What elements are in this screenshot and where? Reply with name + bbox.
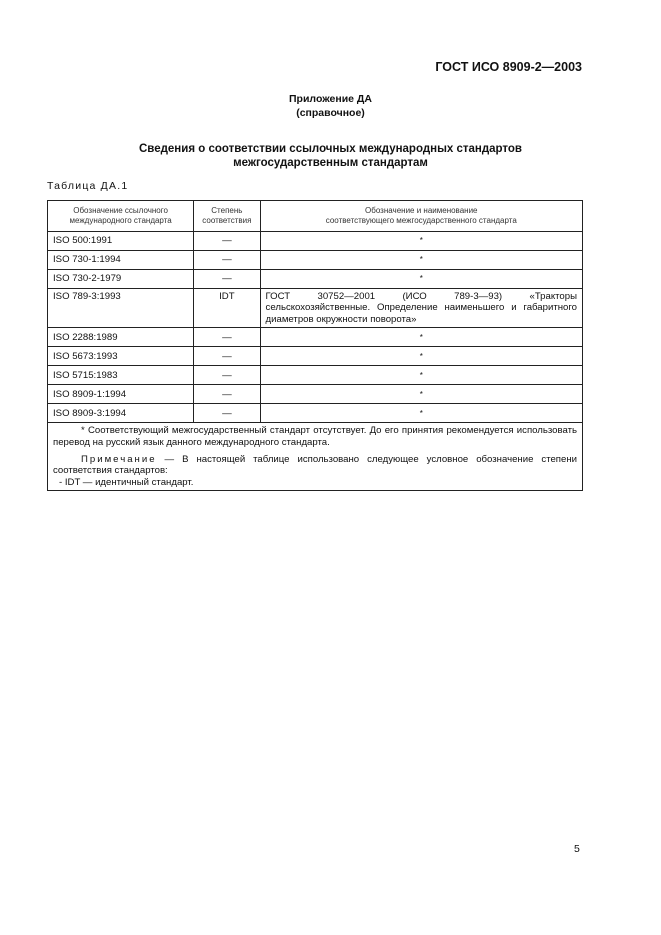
degree-cell: — xyxy=(194,328,260,347)
table-label: Таблица ДА.1 xyxy=(47,180,129,192)
table-row xyxy=(48,251,583,270)
header-degree xyxy=(194,201,260,232)
document-title-line1: Сведения о соответствии ссылочных международных стандартов xyxy=(138,143,522,155)
note-text: — В настоящей таблице использовано следующее условное обозначение степени соответствия стандартов: xyxy=(53,454,577,477)
ref-cell: ISO 789-3:1993 xyxy=(48,289,194,328)
table-row xyxy=(48,347,583,366)
national-cell: * xyxy=(260,328,582,347)
degree-cell: — xyxy=(194,366,260,385)
appendix-title: Приложение ДА xyxy=(289,93,372,105)
header-degree-line2: соответствия xyxy=(202,216,252,225)
ref-cell: ISO 8909-1:1994 xyxy=(48,385,194,404)
national-cell: * xyxy=(260,385,582,404)
ref-cell: ISO 730-2-1979 xyxy=(48,270,194,289)
degree-cell: — xyxy=(194,232,260,251)
note xyxy=(53,454,577,477)
degree-cell: — xyxy=(194,270,260,289)
national-cell: * xyxy=(260,251,582,270)
header-ref-line2: международного стандарта xyxy=(69,216,172,225)
national-cell: ГОСТ 30752—2001 (ИСО 789-3—93) «Тракторы сельскохозяйственные. Определение наименьшего и габаритного диаметров окружности поворота» xyxy=(260,289,582,328)
standard-number: ГОСТ ИСО 8909-2—2003 xyxy=(435,60,582,74)
notes-row xyxy=(48,423,583,491)
appendix-subtitle: (справочное) xyxy=(296,107,365,119)
footnote: * Соответствующий межгосударственный стандарт отсутствует. До его принятия рекомендуется использовать перевод на русский язык данного международного стандарта. xyxy=(53,425,577,448)
table-row xyxy=(48,289,583,328)
national-cell: * xyxy=(260,270,582,289)
table-row xyxy=(48,232,583,251)
header-ref-line1: Обозначение ссылочного xyxy=(73,206,168,215)
degree-cell: — xyxy=(194,347,260,366)
ref-cell: ISO 5673:1993 xyxy=(48,347,194,366)
ref-cell: ISO 730-1:1994 xyxy=(48,251,194,270)
degree-cell: — xyxy=(194,251,260,270)
document-title-line2: межгосударственным стандартам xyxy=(233,157,428,169)
page-number: 5 xyxy=(574,843,580,855)
ref-cell: ISO 8909-3:1994 xyxy=(48,404,194,423)
degree-cell: — xyxy=(194,385,260,404)
note-item: - IDT — идентичный стандарт. xyxy=(59,476,194,488)
table-row xyxy=(48,385,583,404)
table-row xyxy=(48,328,583,347)
ref-cell: ISO 2288:1989 xyxy=(48,328,194,347)
table-header-row xyxy=(48,201,583,232)
header-national-standard xyxy=(260,201,582,232)
degree-cell: IDT xyxy=(194,289,260,328)
correspondence-table xyxy=(47,200,583,491)
header-degree-line1: Степень xyxy=(211,206,243,215)
national-cell: * xyxy=(260,366,582,385)
national-cell: * xyxy=(260,404,582,423)
note-label: Примечание xyxy=(81,454,157,466)
table-row xyxy=(48,270,583,289)
national-cell: * xyxy=(260,347,582,366)
table-row xyxy=(48,366,583,385)
header-national-line2: соответствующего межгосударственного стандарта xyxy=(325,216,517,225)
header-ref-standard xyxy=(48,201,194,232)
national-cell: * xyxy=(260,232,582,251)
document-title xyxy=(0,142,661,170)
notes-cell xyxy=(48,423,583,491)
degree-cell: — xyxy=(194,404,260,423)
appendix-heading xyxy=(0,92,661,120)
table-row xyxy=(48,404,583,423)
ref-cell: ISO 5715:1983 xyxy=(48,366,194,385)
ref-cell: ISO 500:1991 xyxy=(48,232,194,251)
header-national-line1: Обозначение и наименование xyxy=(365,206,478,215)
